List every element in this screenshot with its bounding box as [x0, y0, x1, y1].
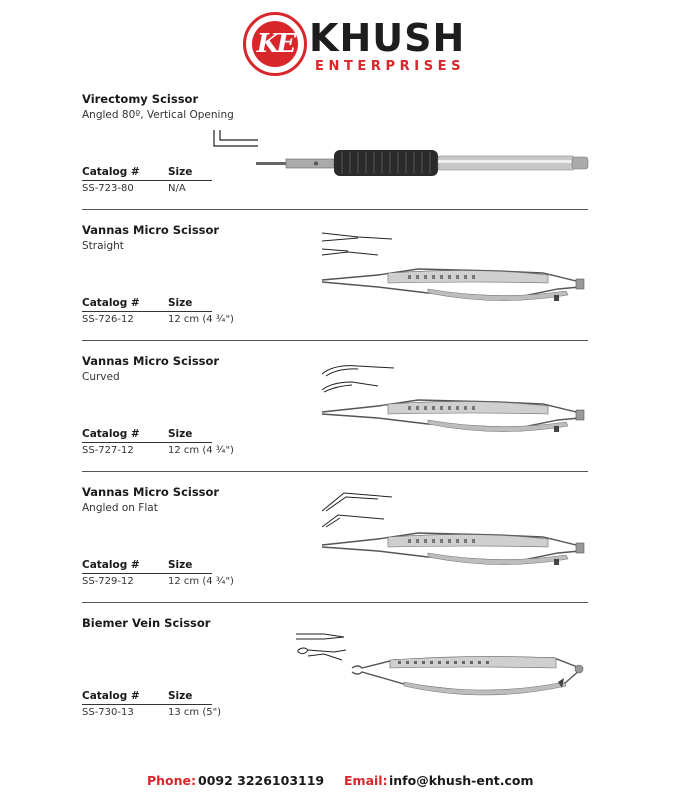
section-divider: [82, 340, 588, 341]
header-underline: [82, 180, 212, 181]
size-value: 13 cm (5"): [168, 707, 222, 718]
size-value: 12 cm (4 ¾"): [168, 445, 234, 456]
phone-number[interactable]: 0092 3226103119: [198, 773, 325, 788]
product-subtitle: Curved: [82, 371, 120, 383]
vannas-angled-illustration: [318, 487, 590, 573]
logo-emblem: [243, 12, 307, 76]
brand-logo: [243, 12, 466, 82]
catalog-header: Catalog #: [82, 166, 140, 178]
product-title: Vannas Micro Scissor: [82, 223, 220, 237]
product-title: Vannas Micro Scissor: [82, 485, 220, 499]
section-divider: [82, 602, 588, 603]
phone-label: Phone:: [147, 773, 197, 788]
product-title: Biemer Vein Scissor: [82, 616, 211, 630]
product-vannas-curved: [82, 354, 588, 464]
catalog-header: Catalog #: [82, 297, 140, 309]
email-label: Email:: [344, 773, 388, 788]
product-virectomy-scissor: [82, 92, 588, 202]
header-underline: [82, 311, 212, 312]
size-header: Size: [168, 559, 193, 571]
email-address[interactable]: info@khush-ent.com: [389, 773, 534, 788]
product-subtitle: Angled on Flat: [82, 502, 158, 514]
product-subtitle: Angled 80º, Vertical Opening: [82, 109, 234, 121]
product-biemer-vein-scissor: [82, 616, 588, 726]
size-header: Size: [168, 428, 193, 440]
catalog-number: SS-730-13: [82, 707, 134, 718]
contact-footer: [0, 773, 689, 793]
biemer-scissor-illustration: [294, 628, 588, 706]
vannas-straight-illustration: [318, 229, 590, 311]
section-divider: [82, 209, 588, 210]
brand-tagline: ENTERPRISES: [315, 59, 466, 74]
header-underline: [82, 704, 212, 705]
product-subtitle: Straight: [82, 240, 124, 252]
size-value: 12 cm (4 ¾"): [168, 576, 234, 587]
size-header: Size: [168, 690, 193, 702]
size-value: N/A: [168, 183, 186, 194]
virectomy-scissor-illustration: [212, 126, 588, 186]
logo-monogram: KE: [252, 21, 298, 67]
brand-name: KHUSH: [309, 16, 466, 60]
header-underline: [82, 573, 212, 574]
catalog-number: SS-723-80: [82, 183, 134, 194]
catalog-header: Catalog #: [82, 428, 140, 440]
catalog-number: SS-729-12: [82, 576, 134, 587]
vannas-curved-illustration: [318, 360, 590, 442]
size-header: Size: [168, 166, 193, 178]
product-vannas-straight: [82, 223, 588, 333]
catalog-number: SS-726-12: [82, 314, 134, 325]
product-title: Vannas Micro Scissor: [82, 354, 220, 368]
catalog-header: Catalog #: [82, 559, 140, 571]
product-vannas-angled: [82, 485, 588, 595]
product-title: Virectomy Scissor: [82, 92, 199, 106]
catalog-number: SS-727-12: [82, 445, 134, 456]
section-divider: [82, 471, 588, 472]
header-underline: [82, 442, 212, 443]
size-value: 12 cm (4 ¾"): [168, 314, 234, 325]
catalog-header: Catalog #: [82, 690, 140, 702]
size-header: Size: [168, 297, 193, 309]
